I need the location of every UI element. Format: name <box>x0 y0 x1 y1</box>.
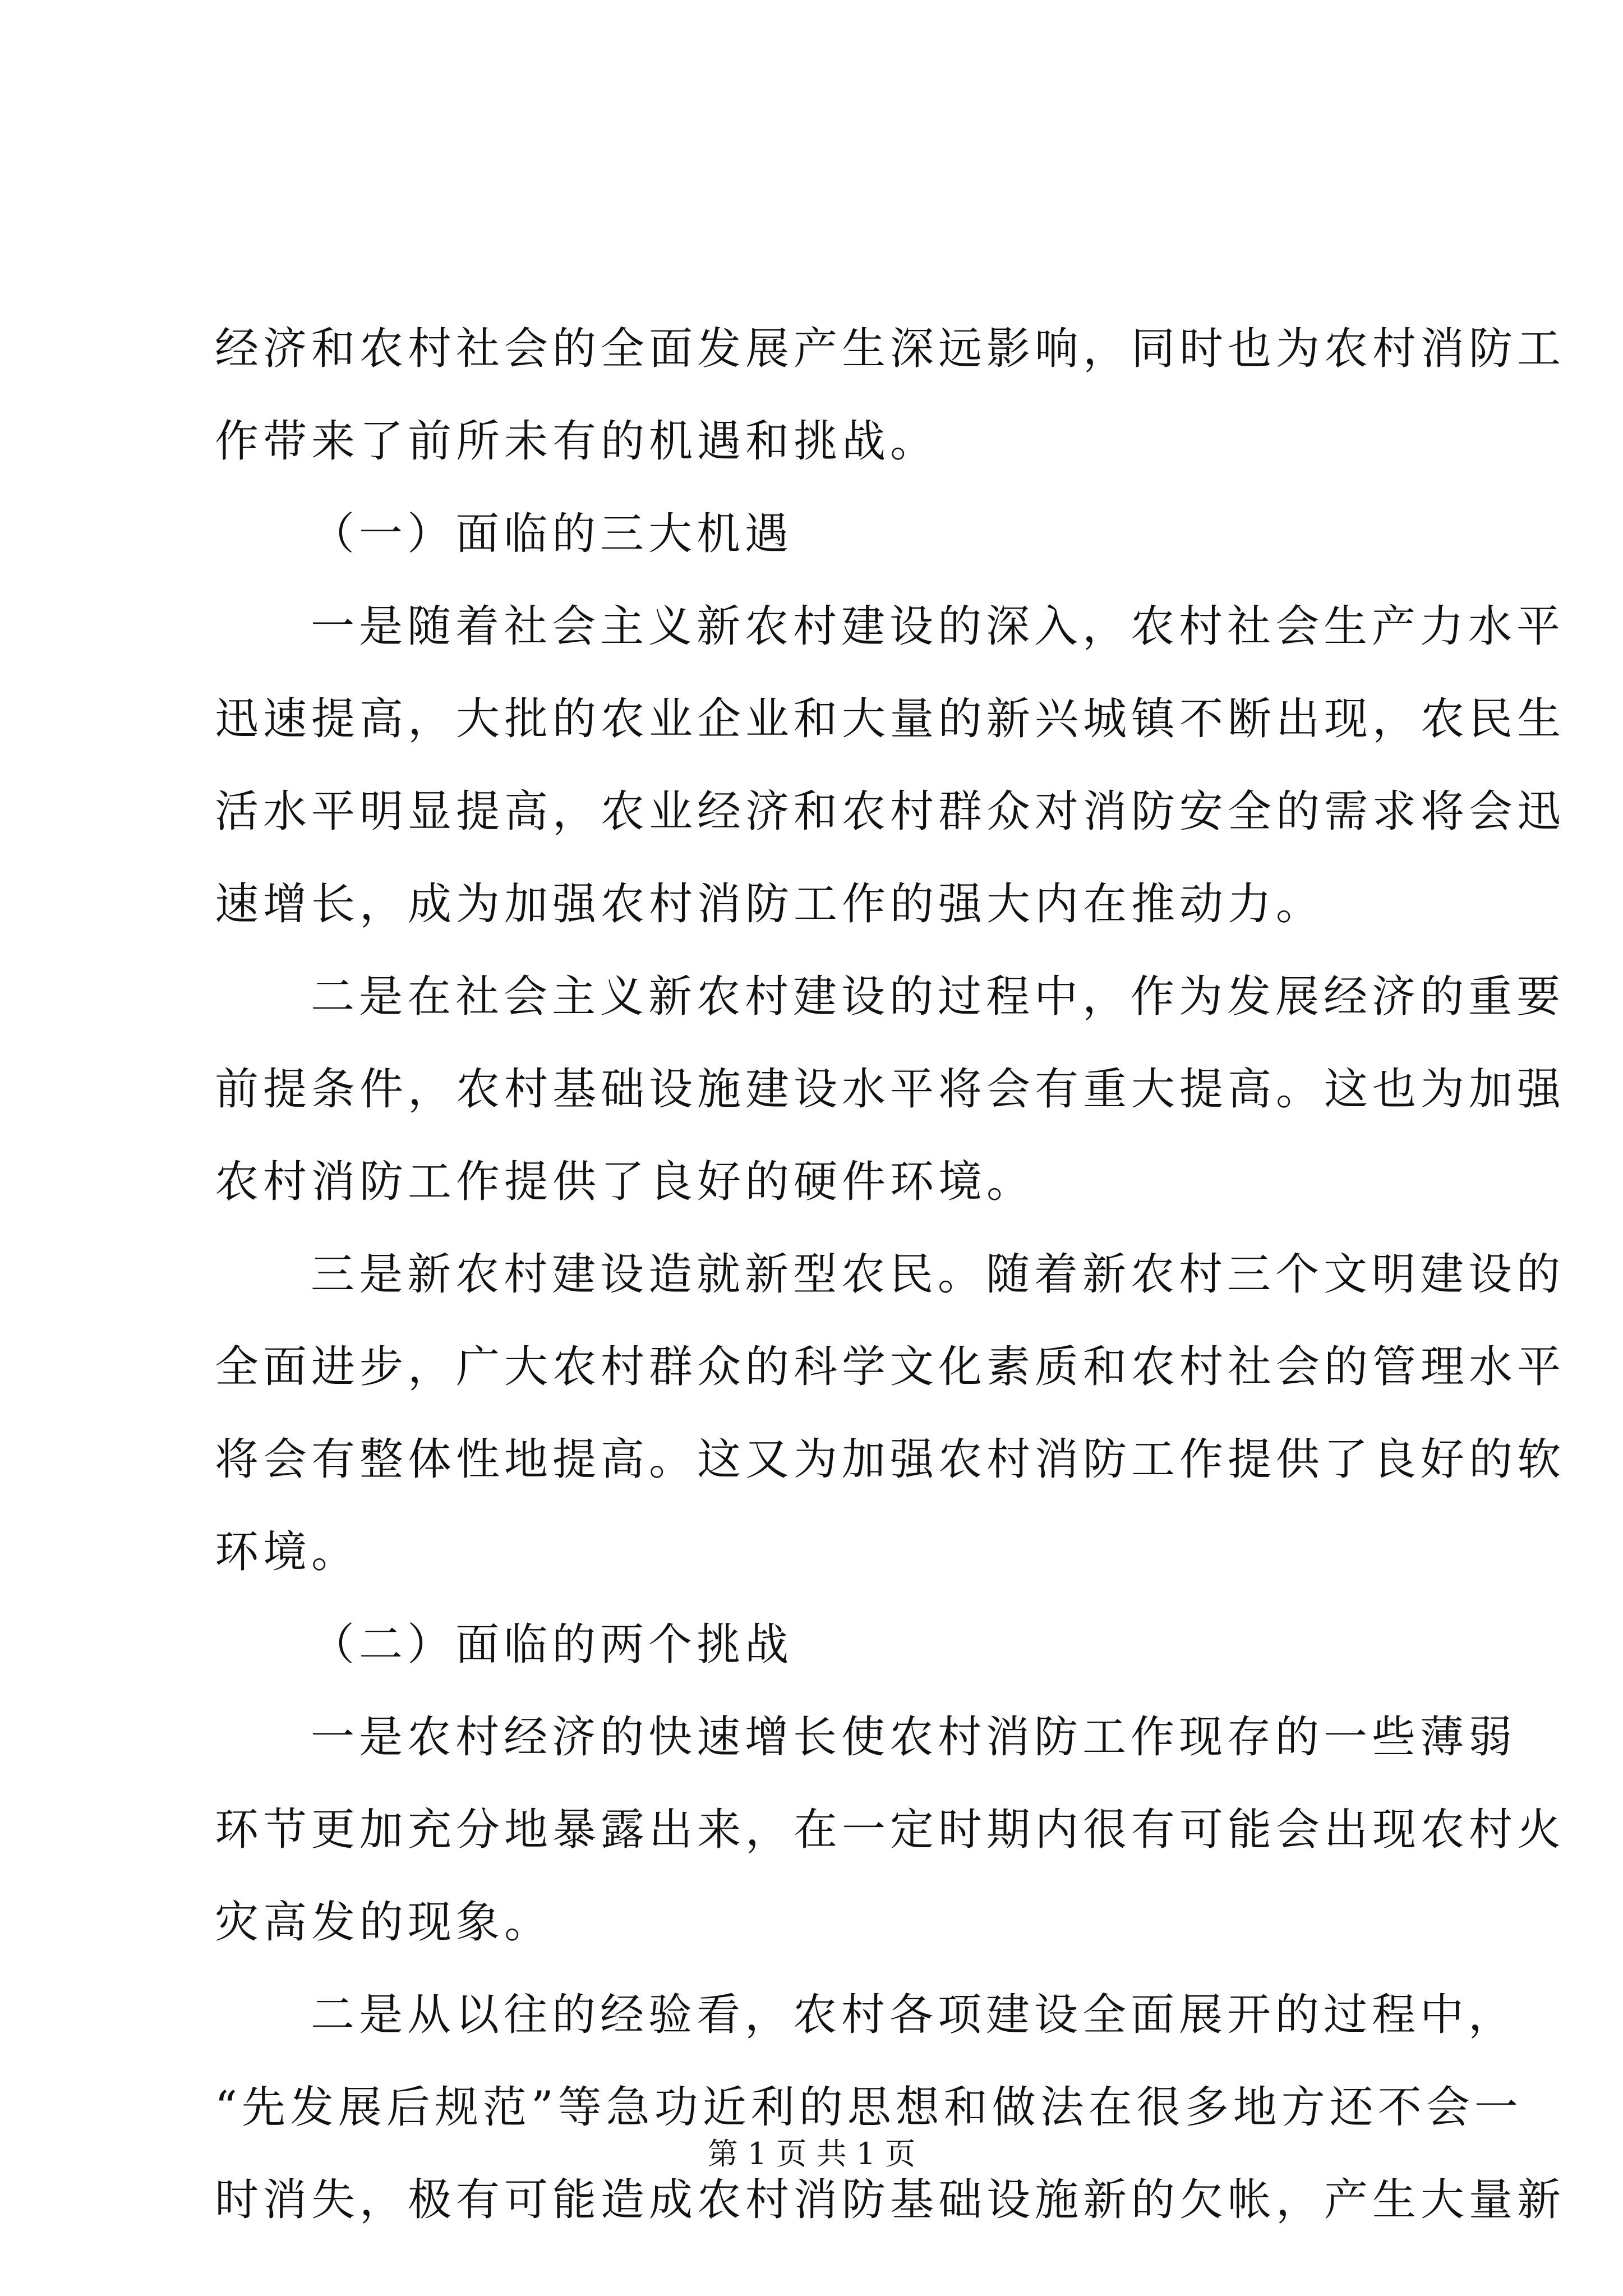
text-line: 前提条件，农村基础设施建设水平将会有重大提高。这也为加强 <box>215 1064 1566 1115</box>
page-footer: 第 1 页 共 1 页 <box>707 2136 916 2171</box>
text-line: 灾高发的现象。 <box>215 1897 553 1948</box>
text-line: 农村消防工作提供了良好的硬件环境。 <box>215 1157 1035 1207</box>
body-text <box>215 303 1566 2247</box>
text-line: 速增长，成为加强农村消防工作的强大内在推动力。 <box>215 879 1325 930</box>
text-line: 二是在社会主义新农村建设的过程中，作为发展经济的重要 <box>311 972 1565 1022</box>
section-heading: （二）面临的两个挑战 <box>311 1619 794 1670</box>
text-line: 环境。 <box>215 1527 360 1577</box>
text-line: 作带来了前所未有的机遇和挑战。 <box>215 416 939 467</box>
text-line: 全面进步，广大农村群众的科学文化素质和农村社会的管理水平 <box>215 1342 1566 1392</box>
text-line: 迅速提高，大批的农业企业和大量的新兴城镇不断出现，农民生 <box>215 694 1566 744</box>
text-line: 一是随着社会主义新农村建设的深入，农村社会生产力水平 <box>311 601 1565 652</box>
text-line: 环节更加充分地暴露出来，在一定时期内很有可能会出现农村火 <box>215 1805 1566 1855</box>
text-line: 时消失，极有可能造成农村消防基础设施新的欠帐，产生大量新 <box>215 2175 1566 2225</box>
section-heading: （一）面临的三大机遇 <box>311 509 794 559</box>
text-line: “先发展后规范”等急功近利的思想和做法在很多地方还不会一 <box>215 2082 1523 2133</box>
text-line: 三是新农村建设造就新型农民。随着新农村三个文明建设的 <box>311 1249 1565 1300</box>
text-line: 活水平明显提高，农业经济和农村群众对消防安全的需求将会迅 <box>215 786 1566 837</box>
text-line: 经济和农村社会的全面发展产生深远影响，同时也为农村消防工 <box>215 324 1566 374</box>
text-line: 一是农村经济的快速增长使农村消防工作现存的一些薄弱 <box>311 1712 1517 1763</box>
text-line: 二是从以往的经验看，农村各项建设全面展开的过程中， <box>311 1990 1517 2040</box>
text-line: 将会有整体性地提高。这又为加强农村消防工作提供了良好的软 <box>215 1434 1566 1485</box>
